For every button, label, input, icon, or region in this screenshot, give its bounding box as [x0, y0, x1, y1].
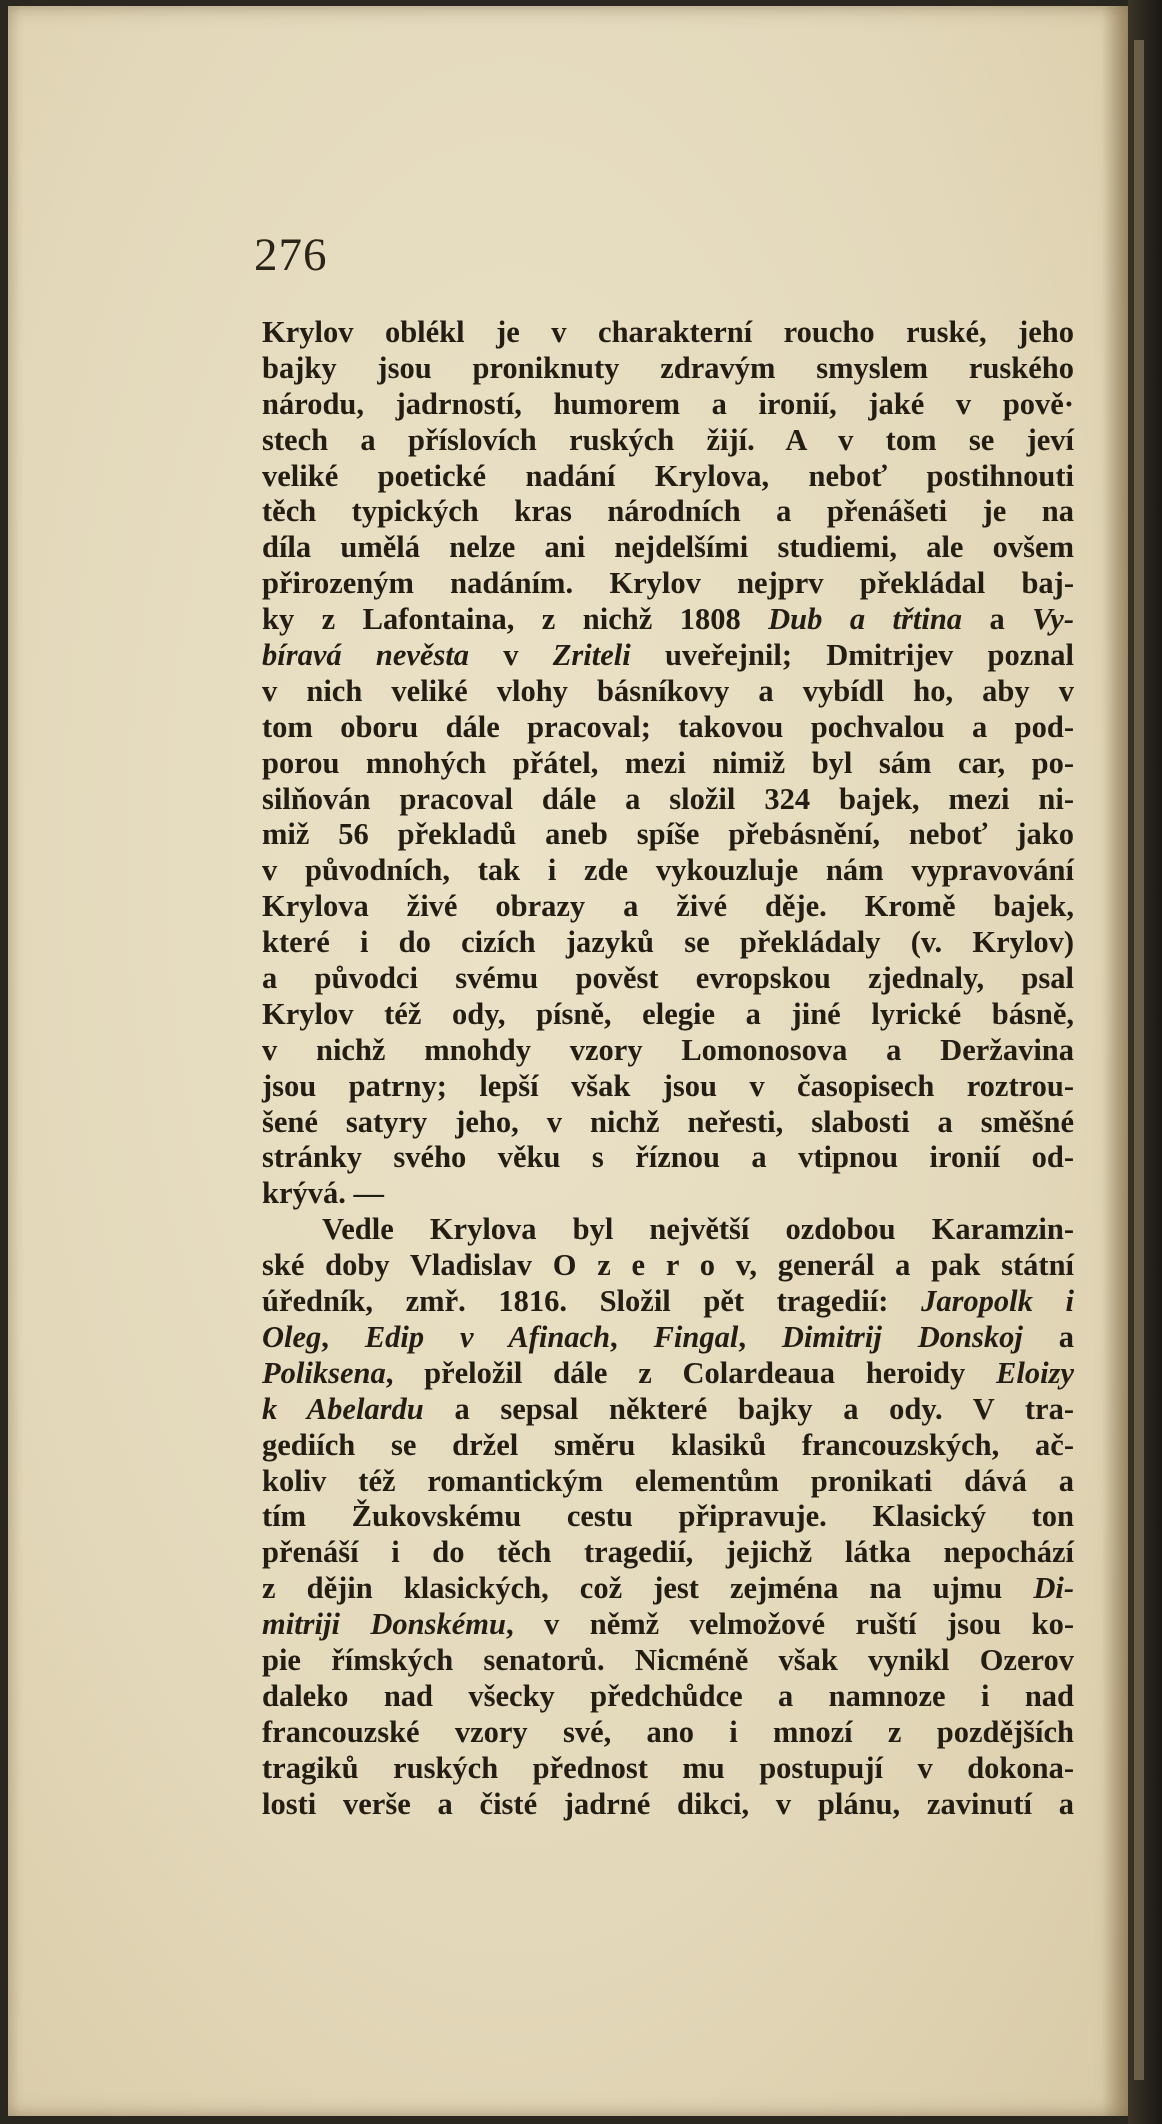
italic-title: Fingal [653, 1319, 739, 1354]
text-line: silňován pracoval dále a složil 324 bajek, mezi ni- [262, 781, 1074, 816]
text-line: šené satyry jeho, v nichž neřesti, slabosti a směšné [262, 1104, 1074, 1139]
text-line: daleko nad všecky předchůdce a namnoze i nad [262, 1678, 1074, 1713]
text-line: v nichž mnohdy vzory Lomonosova a Deržavina [262, 1032, 1074, 1067]
text-segment: a [1022, 1319, 1075, 1354]
text-segment: z dějin klasických, což jest zejména na ujmu [262, 1571, 1034, 1606]
text-line: pie římských senatorů. Nicméně však vynikl Ozerov [262, 1642, 1074, 1677]
page-edge-band [1134, 40, 1144, 2080]
italic-title: Di- [1033, 1571, 1074, 1606]
text-segment: , [738, 1319, 782, 1354]
italic-title: Oleg [262, 1319, 322, 1354]
text-line: stech a příslovích ruských žijí. A v tom se jeví [262, 422, 1074, 457]
page-number: 276 [254, 229, 328, 281]
text-line: bajky jsou proniknuty zdravým smyslem ruského [262, 350, 1074, 385]
italic-title: k Abelardu [262, 1391, 424, 1426]
italic-title: Dimitrij Donskoj [781, 1319, 1023, 1354]
italic-title: Zriteli [552, 638, 631, 673]
text-line: veliké poetické nadání Krylova, neboť postihnouti [262, 458, 1074, 493]
book-page [8, 6, 1128, 2116]
text-line: losti verše a čisté jadrné dikci, v plánu, zavinutí a [262, 1786, 1074, 1821]
text-line [262, 1571, 1074, 1607]
italic-title: Jaropolk i [921, 1284, 1074, 1319]
book-edge [1128, 0, 1162, 2124]
text-line: Vedle Krylova byl největší ozdobou Karamzin- [322, 1212, 1074, 1247]
text-line: tom oboru dále pracoval; takovou pochvalou a pod- [262, 709, 1074, 744]
text-line: tím Žukovskému cestu připravuje. Klasický ton [262, 1499, 1074, 1534]
text-line: přenáší i do těch tragedií, jejichž látka nepochází [262, 1535, 1074, 1570]
text-line: stránky svého věku s říznou a vtipnou ironií od- [262, 1140, 1074, 1175]
text-segment: , přeložil dále z Colardeaua heroidy [385, 1355, 997, 1390]
text-segment: a [962, 602, 1033, 637]
text-segment: v [469, 638, 553, 673]
text-line: v původních, tak i zde vykouzluje nám vypravování [262, 853, 1074, 888]
italic-title: Edip v Afinach [364, 1319, 611, 1354]
text-line: krývá. — [262, 1176, 384, 1211]
text-segment: , [610, 1319, 654, 1354]
text-line: díla umělá nelze ani nejdelšími studiemi, ale ovšem [262, 530, 1074, 565]
text-segment: úředník, zmř. 1816. Složil pět tragedií: [262, 1284, 922, 1319]
italic-title: Eloizy [996, 1355, 1074, 1390]
italic-title: mitriji Donskému [262, 1607, 506, 1642]
text-line [262, 1607, 1074, 1643]
text-segment: a sepsal některé bajky a ody. V tra- [423, 1391, 1074, 1426]
text-line: a původci svému pověst evropskou zjednaly, psal [262, 961, 1074, 996]
text-line: jsou patrny; lepší však jsou v časopisech roztrou- [262, 1068, 1074, 1103]
text-line: ské doby Vladislav O z e r o v, generál a pak státní [262, 1248, 1074, 1283]
text-segment: , [321, 1319, 365, 1354]
text-line: v nich veliké vlohy básníkovy a vybídl ho, aby v [262, 673, 1074, 708]
italic-title: Vy- [1032, 602, 1074, 637]
text-line: francouzské vzory své, ano i mnozí z pozdějších [262, 1714, 1074, 1749]
text-line: porou mnohých přátel, mezi nimiž byl sám car, po- [262, 745, 1074, 780]
text-line [262, 1356, 1074, 1392]
text-line: gediích se držel směru klasiků francouzských, ač- [262, 1427, 1074, 1462]
text-line: Krylov též ody, písně, elegie a jiné lyrické básně, [262, 996, 1074, 1031]
text-line [262, 638, 1074, 674]
text-line: těch typických kras národních a přenášeti je na [262, 494, 1074, 529]
italic-title: bíravá nevěsta [262, 638, 470, 673]
page-gutter-shadow [1102, 6, 1128, 2116]
text-segment: ky z Lafontaina, z nichž 1808 [262, 602, 769, 637]
text-line: které i do cizích jazyků se překládaly (v. Krylov) [262, 925, 1074, 960]
text-segment: , v němž velmožové ruští jsou ko- [505, 1607, 1075, 1642]
text-line: přirozeným nadáním. Krylov nejprv překládal baj- [262, 566, 1074, 601]
italic-title: Dub a třtina [768, 602, 963, 637]
text-segment: uveřejnil; Dmitrijev poznal [630, 638, 1074, 673]
text-line [262, 1284, 1074, 1320]
text-line: Krylov oblékl je v charakterní roucho ruské, jeho [262, 315, 1074, 349]
text-line [262, 1320, 1074, 1356]
text-line: koliv též romantickým elementům pronikati dává a [262, 1463, 1074, 1498]
body-text [262, 315, 1074, 1822]
italic-title: Poliksena [262, 1355, 386, 1390]
text-line: tragiků ruských přednost mu postupují v dokona- [262, 1750, 1074, 1785]
text-line [262, 602, 1074, 638]
text-line: Krylova živé obrazy a živé děje. Kromě bajek, [262, 889, 1074, 924]
text-line [262, 1392, 1074, 1428]
text-line: miž 56 překladů aneb spíše přebásnění, neboť jako [262, 817, 1074, 852]
text-line: národu, jadrností, humorem a ironií, jaké v pově· [262, 386, 1074, 421]
